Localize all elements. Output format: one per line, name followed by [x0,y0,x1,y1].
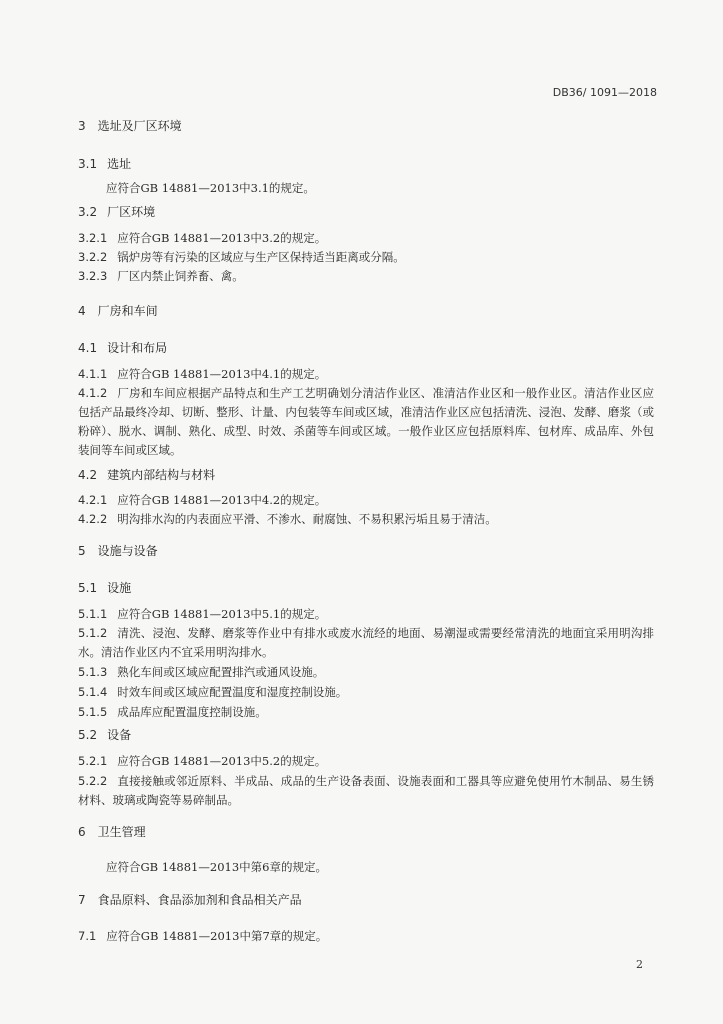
clause-number: 7 [78,893,86,907]
clause-number: 5.2.2 [78,774,108,788]
clause-line [78,753,326,769]
clause-line [78,664,324,680]
clause-text: 锅炉房等有污染的区域应与生产区保持适当距离或分隔。 [117,250,405,264]
clause-number: 5.1.2 [78,626,108,640]
section-heading [78,118,182,134]
clause-number: 4.2 [78,468,98,482]
clause-text: 成品库应配置温度控制设施。 [117,705,267,719]
clause-text: 建筑内部结构与材料 [107,468,216,482]
clause-line [78,249,405,265]
section-heading [78,824,146,840]
clause-number: 5.1 [78,581,98,595]
clause-text: 选址及厂区环境 [97,119,182,133]
clause-line [78,606,326,622]
clause-line [78,928,327,944]
page-number: 2 [636,958,643,971]
subsection-heading [78,340,167,356]
clause-line [78,230,326,246]
clause-number: 4.1.2 [78,386,108,400]
clause-number: 4 [78,304,86,318]
subsection-heading [78,727,131,743]
clause-number: 5.1.4 [78,685,108,699]
clause-text: 应符合GB 14881—2013中第6章的规定。 [106,860,327,874]
clause-number: 5.1.3 [78,665,108,679]
clause-text: 应符合GB 14881—2013中5.1的规定。 [117,607,327,621]
subsection-heading [78,204,155,220]
clause-paragraph [78,772,654,810]
clause-number: 5.2.1 [78,754,108,768]
clause-paragraph [78,384,654,460]
section-heading [78,892,302,908]
clause-number: 4.1 [78,341,98,355]
subsection-heading [78,156,131,172]
clause-text [106,859,327,875]
clause-number: 3.1 [78,157,98,171]
clause-text: 厂区环境 [107,205,156,219]
section-heading [78,543,158,559]
standard-code: DB36/ 1091—2018 [552,86,657,99]
clause-number: 5.2 [78,728,98,742]
clause-number: 3.2 [78,205,98,219]
clause-text: 应符合GB 14881—2013中第7章的规定。 [106,929,328,943]
clause-number: 7.1 [78,929,97,943]
clause-text: 设计和布局 [107,341,168,355]
subsection-heading [78,467,215,483]
clause-number: 3 [78,119,86,133]
clause-text: 厂区内禁止饲养畜、禽。 [117,269,244,283]
clause-number: 4.2.2 [78,512,108,526]
clause-line [78,366,326,382]
clause-text: 应符合GB 14881—2013中3.1的规定。 [106,181,315,195]
clause-text: 应符合GB 14881—2013中4.1的规定。 [117,367,327,381]
clause-text: 厂房和车间应根据产品特点和生产工艺明确划分清洁作业区、准清洁作业区和一般作业区。清洁作业区应包括产品最终冷却、切断、整形、计量、内包装等车间或区域，准清洁作业区应包括清洗、浸泡、发酵、磨浆（或粉碎）、脱水、调制、熟化、成型、时效、杀菌等车间或区域。一般作业区应包括原料库、包材库、成品库、外包装间等车间或区域。 [78,386,654,457]
clause-number: 4.2.1 [78,493,108,507]
clause-text: 应符合GB 14881—2013中5.2的规定。 [117,754,327,768]
clause-number: 4.1.1 [78,367,108,381]
clause-number: 6 [78,825,86,839]
clause-text: 食品原料、食品添加剂和食品相关产品 [97,893,302,907]
clause-text: 设施与设备 [97,544,158,558]
clause-text: 设备 [107,728,132,742]
subsection-heading [78,580,131,596]
clause-text [106,180,315,196]
clause-text: 应符合GB 14881—2013中3.2的规定。 [117,231,327,245]
clause-line [78,492,326,508]
clause-text: 时效车间或区域应配置温度和湿度控制设施。 [117,685,348,699]
clause-line [78,684,347,700]
clause-text: 卫生管理 [97,825,146,839]
clause-text: 设施 [107,581,132,595]
clause-number: 3.2.3 [78,269,108,283]
clause-text: 熟化车间或区域应配置排汽或通风设施。 [117,665,325,679]
clause-number: 5.1.5 [78,705,108,719]
clause-text: 直接接触或邻近原料、半成品、成品的生产设备表面、设施表面和工器具等应避免使用竹木制品、易生锈材料、玻璃或陶瓷等易碎制品。 [78,774,654,807]
clause-number: 3.2.2 [78,250,108,264]
clause-line [78,704,267,720]
clause-paragraph [78,624,654,662]
clause-text: 明沟排水沟的内表面应平滑、不渗水、耐腐蚀、不易积累污垢且易于清洁。 [117,512,497,526]
clause-number: 5.1.1 [78,607,108,621]
clause-text: 应符合GB 14881—2013中4.2的规定。 [117,493,327,507]
clause-line [78,511,497,527]
clause-line [78,268,244,284]
clause-number: 5 [78,544,86,558]
clause-text: 选址 [107,157,132,171]
clause-number: 3.2.1 [78,231,108,245]
clause-text: 厂房和车间 [97,304,158,318]
section-heading [78,303,158,319]
clause-text: 清洗、浸泡、发酵、磨浆等作业中有排水或废水流经的地面、易潮湿或需要经常清洗的地面宜采用明沟排水。清洁作业区内不宜采用明沟排水。 [78,626,654,659]
